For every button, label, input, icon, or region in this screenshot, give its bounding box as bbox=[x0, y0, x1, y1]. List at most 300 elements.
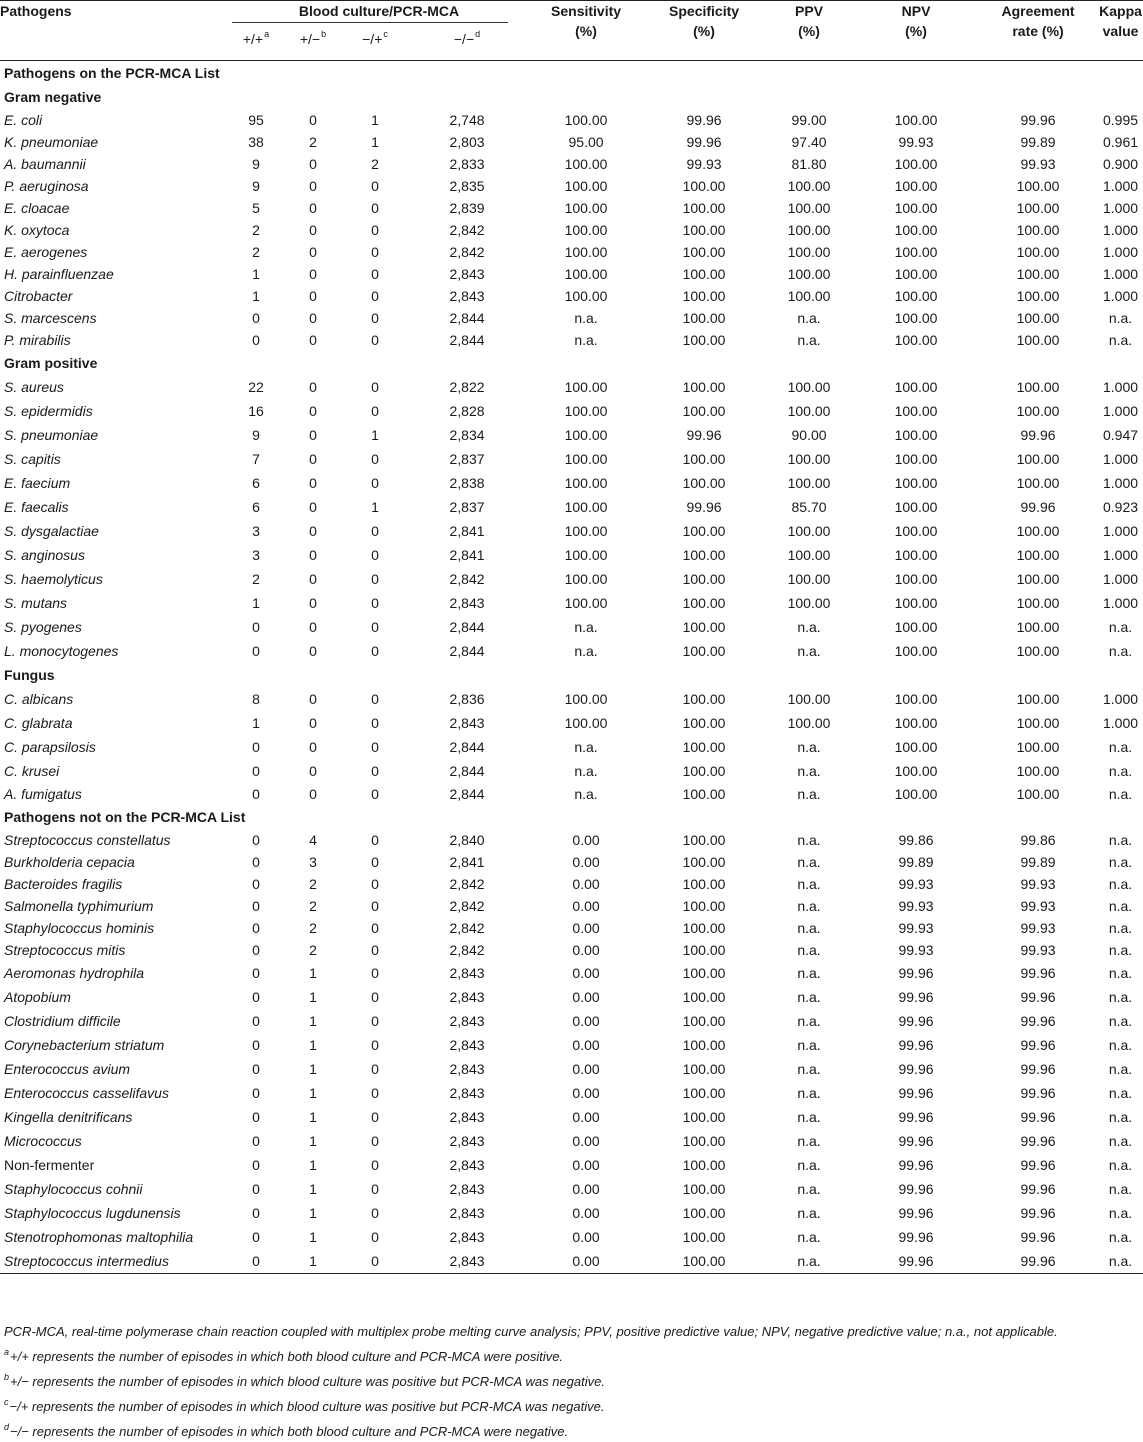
cell-nn: 2,843 bbox=[449, 1037, 485, 1053]
cell-pn: 1 bbox=[309, 1229, 317, 1245]
cell-kappa: n.a. bbox=[1108, 619, 1133, 635]
cell-ppv: 100.00 bbox=[787, 403, 831, 419]
cell-pp: 0 bbox=[252, 898, 260, 914]
cell-pn: 0 bbox=[309, 643, 317, 659]
cell-sensitivity: n.a. bbox=[574, 619, 598, 635]
table-row bbox=[0, 1033, 1143, 1057]
cell-agreement: 100.00 bbox=[1016, 523, 1060, 539]
cell-npv: 99.93 bbox=[898, 898, 934, 914]
cell-npv: 100.00 bbox=[894, 379, 938, 395]
pathogen-name: Stenotrophomonas maltophilia bbox=[4, 1229, 194, 1245]
cell-pn: 1 bbox=[309, 989, 317, 1005]
cell-specificity: 100.00 bbox=[682, 266, 726, 282]
footnote bbox=[4, 1342, 1139, 1367]
cell-np: 0 bbox=[371, 547, 379, 563]
cell-specificity: 100.00 bbox=[682, 288, 726, 304]
cell-kappa: n.a. bbox=[1108, 332, 1133, 348]
cell-sensitivity: n.a. bbox=[574, 310, 598, 326]
cell-sensitivity: 0.00 bbox=[528, 1249, 644, 1274]
cell-pp: 7 bbox=[252, 451, 260, 467]
cell-ppv: n.a. bbox=[797, 1013, 821, 1029]
cell-nn: 2,833 bbox=[449, 156, 485, 172]
cell-np: 0 bbox=[371, 310, 379, 326]
table-row bbox=[0, 1009, 1143, 1033]
cell-kappa: n.a. bbox=[1108, 898, 1133, 914]
cell-kappa: n.a. bbox=[1108, 1205, 1133, 1221]
cell-sensitivity: 0.00 bbox=[572, 965, 600, 981]
cell-pp: 5 bbox=[252, 200, 260, 216]
cell-sensitivity: 0.00 bbox=[572, 920, 600, 936]
cell-pn: 0 bbox=[309, 200, 317, 216]
cell-ppv: 90.00 bbox=[791, 427, 827, 443]
cell-pn: 2 bbox=[309, 898, 317, 914]
header-pathogens: Pathogens bbox=[0, 3, 72, 19]
cell-np: 0 bbox=[371, 691, 379, 707]
cell-agreement: 100.00 bbox=[1016, 715, 1060, 731]
cell-nn: 2,843 bbox=[449, 288, 485, 304]
pathogen-name: Streptococcus constellatus bbox=[4, 832, 171, 848]
cell-specificity: 99.93 bbox=[686, 156, 722, 172]
cell-nn: 2,841 bbox=[449, 854, 485, 870]
section-header bbox=[0, 61, 1143, 86]
cell-nn: 2,843 bbox=[449, 1085, 485, 1101]
pathogen-name: S. marcescens bbox=[4, 310, 97, 326]
cell-pp: 0 bbox=[230, 1249, 282, 1274]
cell-nn: 2,844 bbox=[449, 310, 485, 326]
cell-agreement: 99.96 bbox=[1020, 1157, 1056, 1173]
subheader-pp: +/+$^a$ bbox=[242, 28, 270, 47]
cell-nn: 2,842 bbox=[449, 222, 485, 238]
cell-kappa: n.a. bbox=[1108, 965, 1133, 981]
cell-specificity: 100.00 bbox=[682, 1205, 726, 1221]
cell-ppv: n.a. bbox=[797, 1157, 821, 1173]
cell-np: 0 bbox=[371, 1061, 379, 1077]
cell-kappa: n.a. bbox=[1108, 763, 1133, 779]
pathogen-name: Micrococcus bbox=[4, 1133, 82, 1149]
cell-specificity: 100.00 bbox=[682, 178, 726, 194]
cell-ppv: n.a. bbox=[797, 942, 821, 958]
cell-pn: 1 bbox=[309, 1157, 317, 1173]
table-row bbox=[0, 109, 1143, 131]
cell-ppv: n.a. bbox=[797, 310, 821, 326]
cell-pn: 0 bbox=[309, 739, 317, 755]
pathogen-name: Atopobium bbox=[4, 989, 71, 1005]
cell-npv: 99.93 bbox=[898, 920, 934, 936]
cell-sensitivity: 100.00 bbox=[564, 499, 608, 515]
cell-ppv: n.a. bbox=[797, 619, 821, 635]
cell-npv: 100.00 bbox=[894, 571, 938, 587]
cell-nn: 2,842 bbox=[449, 244, 485, 260]
cell-nn: 2,828 bbox=[449, 403, 485, 419]
pathogen-name: S. anginosus bbox=[4, 547, 85, 563]
cell-np: 0 bbox=[371, 1205, 379, 1221]
cell-npv: 99.93 bbox=[898, 876, 934, 892]
cell-ppv: n.a. bbox=[797, 832, 821, 848]
cell-sensitivity: n.a. bbox=[574, 332, 598, 348]
cell-nn: 2,838 bbox=[449, 475, 485, 491]
cell-pn: 0 bbox=[309, 691, 317, 707]
cell-pp: 0 bbox=[252, 942, 260, 958]
cell-npv: 99.96 bbox=[898, 1229, 934, 1245]
cell-sensitivity: 100.00 bbox=[564, 715, 608, 731]
cell-kappa: 1.000 bbox=[1103, 451, 1139, 467]
cell-kappa: 1.000 bbox=[1103, 288, 1139, 304]
cell-np: 0 bbox=[371, 1157, 379, 1173]
cell-sensitivity: 0.00 bbox=[572, 1037, 600, 1053]
cell-pn: 0 bbox=[309, 244, 317, 260]
table-row bbox=[0, 567, 1143, 591]
cell-pp: 0 bbox=[252, 1085, 260, 1101]
cell-pp: 38 bbox=[248, 134, 264, 150]
cell-pp: 95 bbox=[248, 112, 264, 128]
pathogen-name: S. pyogenes bbox=[4, 619, 82, 635]
cell-np: 0 bbox=[371, 898, 379, 914]
cell-sensitivity: 0.00 bbox=[572, 1013, 600, 1029]
subheader-nn: −/−$^d$ bbox=[453, 28, 481, 47]
footnote-marker: b bbox=[4, 1372, 10, 1382]
cell-specificity: 100.00 bbox=[682, 876, 726, 892]
cell-agreement: 99.96 bbox=[978, 1249, 1098, 1274]
cell-np: 1 bbox=[371, 112, 379, 128]
cell-ppv: 99.00 bbox=[791, 112, 827, 128]
cell-np: 0 bbox=[371, 379, 379, 395]
section-header bbox=[0, 663, 1143, 687]
table-row bbox=[0, 895, 1143, 917]
cell-ppv: 100.00 bbox=[787, 715, 831, 731]
table-row bbox=[0, 1057, 1143, 1081]
pathogen-name: C. albicans bbox=[4, 691, 74, 707]
cell-sensitivity: 100.00 bbox=[564, 200, 608, 216]
table-row bbox=[0, 543, 1143, 567]
cell-npv: 100.00 bbox=[894, 715, 938, 731]
cell-pn: 1 bbox=[309, 965, 317, 981]
cell-sensitivity: 100.00 bbox=[564, 266, 608, 282]
section-header bbox=[0, 805, 1143, 829]
cell-pp: 0 bbox=[252, 1205, 260, 1221]
cell-kappa: 0.961 bbox=[1103, 134, 1139, 150]
cell-pn: 0 bbox=[309, 571, 317, 587]
cell-pn: 0 bbox=[309, 379, 317, 395]
cell-agreement: 99.93 bbox=[1020, 876, 1056, 892]
cell-sensitivity: 100.00 bbox=[564, 427, 608, 443]
table-row bbox=[0, 917, 1143, 939]
table-row bbox=[0, 197, 1143, 219]
pathogen-name: P. aeruginosa bbox=[4, 178, 89, 194]
cell-sensitivity: 0.00 bbox=[572, 942, 600, 958]
cell-specificity: 100.00 bbox=[682, 1085, 726, 1101]
cell-kappa: 0.947 bbox=[1103, 427, 1139, 443]
cell-pp: 0 bbox=[252, 876, 260, 892]
cell-kappa: n.a. bbox=[1108, 942, 1133, 958]
cell-np: 0 bbox=[371, 876, 379, 892]
pathogen-name: Staphylococcus lugdunensis bbox=[4, 1205, 181, 1221]
cell-pp: 0 bbox=[252, 310, 260, 326]
pathogen-name: A. baumannii bbox=[4, 156, 86, 172]
cell-npv: 99.96 bbox=[898, 1013, 934, 1029]
cell-ppv: n.a. bbox=[797, 1205, 821, 1221]
cell-specificity: 100.00 bbox=[682, 1061, 726, 1077]
cell-np: 0 bbox=[371, 854, 379, 870]
cell-pp: 3 bbox=[252, 547, 260, 563]
cell-kappa: 1.000 bbox=[1103, 547, 1139, 563]
cell-pp: 0 bbox=[252, 1013, 260, 1029]
cell-np: 0 bbox=[371, 920, 379, 936]
table-row bbox=[0, 829, 1143, 851]
cell-pp: 0 bbox=[252, 854, 260, 870]
cell-pp: 0 bbox=[252, 832, 260, 848]
cell-agreement: 100.00 bbox=[1016, 571, 1060, 587]
cell-np: 0 bbox=[371, 832, 379, 848]
pathogen-name: Non-fermenter bbox=[4, 1157, 95, 1173]
cell-pn: 0 bbox=[309, 156, 317, 172]
cell-agreement: 100.00 bbox=[1016, 332, 1060, 348]
cell-npv: 100.00 bbox=[894, 763, 938, 779]
cell-nn: 2,844 bbox=[449, 643, 485, 659]
cell-specificity: 100.00 bbox=[682, 379, 726, 395]
cell-pp: 2 bbox=[252, 571, 260, 587]
cell-specificity: 100.00 bbox=[682, 332, 726, 348]
cell-np: 0 bbox=[371, 595, 379, 611]
cell-ppv: 100.00 bbox=[787, 451, 831, 467]
cell-npv: 100.00 bbox=[894, 244, 938, 260]
cell-sensitivity: 0.00 bbox=[572, 1133, 600, 1149]
cell-ppv: n.a. bbox=[797, 1037, 821, 1053]
cell-agreement: 99.96 bbox=[1020, 1229, 1056, 1245]
table-row bbox=[0, 263, 1143, 285]
cell-npv: 100.00 bbox=[894, 222, 938, 238]
cell-pp: 0 bbox=[252, 643, 260, 659]
cell-agreement: 100.00 bbox=[1016, 222, 1060, 238]
cell-ppv: 100.00 bbox=[787, 523, 831, 539]
cell-specificity: 100.00 bbox=[682, 244, 726, 260]
cell-np: 0 bbox=[371, 403, 379, 419]
cell-kappa: 1.000 bbox=[1103, 403, 1139, 419]
cell-npv: 100.00 bbox=[894, 178, 938, 194]
cell-sensitivity: 0.00 bbox=[572, 1181, 600, 1197]
section-label: Pathogens not on the PCR-MCA List bbox=[4, 809, 246, 825]
cell-nn: 2,842 bbox=[449, 920, 485, 936]
pathogen-name: E. faecalis bbox=[4, 499, 69, 515]
cell-pp: 0 bbox=[252, 786, 260, 802]
cell-np: 0 bbox=[371, 288, 379, 304]
footnote-text: +/− represents the number of episodes in which blood culture was positive but PCR-MCA was negative. bbox=[10, 1374, 605, 1389]
cell-ppv: n.a. bbox=[797, 965, 821, 981]
cell-specificity: 100.00 bbox=[682, 222, 726, 238]
cell-specificity: 100.00 bbox=[682, 786, 726, 802]
cell-nn: 2,843 bbox=[449, 1133, 485, 1149]
table-row bbox=[0, 961, 1143, 985]
cell-agreement: 99.96 bbox=[1020, 1061, 1056, 1077]
cell-pp: 0 bbox=[252, 619, 260, 635]
cell-sensitivity: 100.00 bbox=[564, 691, 608, 707]
cell-sensitivity: 0.00 bbox=[572, 1229, 600, 1245]
cell-kappa: n.a. bbox=[1108, 1133, 1133, 1149]
cell-pp: 3 bbox=[252, 523, 260, 539]
cell-nn: 2,843 bbox=[449, 1205, 485, 1221]
cell-np: 0 bbox=[371, 739, 379, 755]
cell-npv: 100.00 bbox=[894, 619, 938, 635]
cell-np: 0 bbox=[371, 1037, 379, 1053]
cell-specificity: 100.00 bbox=[682, 1229, 726, 1245]
cell-specificity: 100.00 bbox=[682, 1109, 726, 1125]
cell-agreement: 100.00 bbox=[1016, 619, 1060, 635]
cell-agreement: 100.00 bbox=[1016, 595, 1060, 611]
cell-np: 1 bbox=[371, 134, 379, 150]
cell-ppv: 100.00 bbox=[787, 691, 831, 707]
cell-np: 0 bbox=[371, 965, 379, 981]
header-sensitivity: Sensitivity (%) bbox=[551, 3, 622, 39]
cell-specificity: 100.00 bbox=[682, 942, 726, 958]
pathogen-name: S. dysgalactiae bbox=[4, 523, 99, 539]
cell-specificity: 100.00 bbox=[682, 643, 726, 659]
cell-kappa: n.a. bbox=[1108, 739, 1133, 755]
pathogen-name: Corynebacterium striatum bbox=[4, 1037, 165, 1053]
cell-nn: 2,843 bbox=[406, 1249, 528, 1274]
table-row bbox=[0, 131, 1143, 153]
table-row bbox=[0, 241, 1143, 263]
cell-specificity: 100.00 bbox=[682, 739, 726, 755]
cell-specificity: 99.96 bbox=[686, 427, 722, 443]
cell-ppv: n.a. bbox=[797, 876, 821, 892]
cell-specificity: 100.00 bbox=[682, 619, 726, 635]
pathogen-name: E. aerogenes bbox=[4, 244, 88, 260]
cell-sensitivity: 0.00 bbox=[572, 1061, 600, 1077]
cell-kappa: n.a. bbox=[1108, 1013, 1133, 1029]
cell-pp: 0 bbox=[252, 1157, 260, 1173]
cell-ppv: n.a. bbox=[797, 920, 821, 936]
cell-nn: 2,843 bbox=[449, 1061, 485, 1077]
table-row bbox=[0, 423, 1143, 447]
cell-ppv: 85.70 bbox=[791, 499, 827, 515]
table-row bbox=[0, 591, 1143, 615]
table-body bbox=[0, 61, 1143, 1274]
cell-ppv: 100.00 bbox=[787, 200, 831, 216]
cell-sensitivity: 0.00 bbox=[572, 876, 600, 892]
footnote bbox=[4, 1392, 1139, 1417]
cell-kappa: n.a. bbox=[1108, 643, 1133, 659]
cell-specificity: 99.96 bbox=[686, 499, 722, 515]
cell-sensitivity: 0.00 bbox=[572, 1109, 600, 1125]
cell-np: 0 bbox=[371, 332, 379, 348]
cell-sensitivity: 100.00 bbox=[564, 595, 608, 611]
section-header bbox=[0, 351, 1143, 375]
table-row bbox=[0, 1177, 1143, 1201]
pathogen-name: Staphylococcus cohnii bbox=[4, 1181, 143, 1197]
cell-nn: 2,843 bbox=[449, 1013, 485, 1029]
cell-pn: 1 bbox=[309, 1109, 317, 1125]
table-row bbox=[0, 399, 1143, 423]
cell-sensitivity: 100.00 bbox=[564, 288, 608, 304]
cell-kappa: n.a. bbox=[1108, 989, 1133, 1005]
cell-kappa: 0.900 bbox=[1103, 156, 1139, 172]
cell-npv: 100.00 bbox=[894, 403, 938, 419]
cell-sensitivity: 100.00 bbox=[564, 379, 608, 395]
cell-np: 0 bbox=[371, 523, 379, 539]
section-label: Gram positive bbox=[4, 355, 98, 371]
table-row bbox=[0, 1249, 1143, 1274]
header-group-label: Blood culture/PCR-MCA bbox=[298, 3, 460, 19]
pathogen-name: S. aureus bbox=[4, 379, 64, 395]
footnote-text: PCR-MCA, real-time polymerase chain reaction coupled with multiplex probe melting curve analysis; PPV, positive predictive value; NPV, negative predictive value; n.a., not applicable. bbox=[4, 1324, 1058, 1339]
cell-np: 0 bbox=[371, 571, 379, 587]
cell-pn: 1 bbox=[309, 1181, 317, 1197]
cell-pn: 0 bbox=[309, 403, 317, 419]
cell-np: 0 bbox=[371, 222, 379, 238]
footnote bbox=[4, 1417, 1139, 1442]
cell-np: 0 bbox=[371, 763, 379, 779]
cell-kappa: 1.000 bbox=[1103, 244, 1139, 260]
cell-np: 0 bbox=[371, 1229, 379, 1245]
cell-agreement: 100.00 bbox=[1016, 739, 1060, 755]
cell-pn: 0 bbox=[309, 475, 317, 491]
cell-nn: 2,842 bbox=[449, 876, 485, 892]
cell-ppv: n.a. bbox=[797, 989, 821, 1005]
cell-nn: 2,843 bbox=[449, 1229, 485, 1245]
pathogen-name: Staphylococcus hominis bbox=[4, 920, 155, 936]
cell-agreement: 99.96 bbox=[1020, 1037, 1056, 1053]
cell-nn: 2,843 bbox=[449, 989, 485, 1005]
cell-npv: 100.00 bbox=[894, 112, 938, 128]
cell-sensitivity: 100.00 bbox=[564, 475, 608, 491]
cell-agreement: 99.89 bbox=[1020, 854, 1056, 870]
cell-agreement: 99.96 bbox=[1020, 1109, 1056, 1125]
cell-pn: 0 bbox=[309, 332, 317, 348]
cell-specificity: 100.00 bbox=[682, 1133, 726, 1149]
cell-ppv: n.a. bbox=[797, 1109, 821, 1125]
cell-sensitivity: 0.00 bbox=[572, 832, 600, 848]
pathogen-name: Aeromonas hydrophila bbox=[4, 965, 145, 981]
cell-sensitivity: 0.00 bbox=[572, 989, 600, 1005]
cell-nn: 2,836 bbox=[449, 691, 485, 707]
cell-agreement: 100.00 bbox=[1016, 310, 1060, 326]
header-specificity: Specificity (%) bbox=[669, 3, 740, 39]
pathogen-name: E. faecium bbox=[4, 475, 71, 491]
cell-kappa: 1.000 bbox=[1103, 571, 1139, 587]
cell-agreement: 99.96 bbox=[1020, 989, 1056, 1005]
cell-kappa: n.a. bbox=[1108, 310, 1133, 326]
cell-kappa: 1.000 bbox=[1103, 691, 1139, 707]
cell-pn: 0 bbox=[309, 112, 317, 128]
cell-ppv: 100.00 bbox=[787, 571, 831, 587]
cell-pn: 0 bbox=[309, 715, 317, 731]
cell-sensitivity: 100.00 bbox=[564, 547, 608, 563]
cell-npv: 99.96 bbox=[898, 1037, 934, 1053]
table-row bbox=[0, 1201, 1143, 1225]
cell-sensitivity: n.a. bbox=[574, 786, 598, 802]
pathogen-name: Bacteroides fragilis bbox=[4, 876, 123, 892]
cell-pp: 0 bbox=[252, 763, 260, 779]
cell-ppv: 81.80 bbox=[791, 156, 827, 172]
cell-nn: 2,842 bbox=[449, 571, 485, 587]
cell-kappa: n.a. bbox=[1108, 786, 1133, 802]
cell-pp: 0 bbox=[252, 1133, 260, 1149]
table-row bbox=[0, 639, 1143, 663]
cell-pn: 0 bbox=[309, 523, 317, 539]
pathogen-name: Burkholderia cepacia bbox=[4, 854, 135, 870]
pathogen-name: P. mirabilis bbox=[4, 332, 71, 348]
header-row bbox=[0, 1, 1143, 22]
cell-nn: 2,843 bbox=[449, 715, 485, 731]
cell-specificity: 100.00 bbox=[682, 595, 726, 611]
cell-agreement: 99.93 bbox=[1020, 156, 1056, 172]
cell-pn: 1 bbox=[309, 1205, 317, 1221]
cell-pp: 6 bbox=[252, 499, 260, 515]
cell-sensitivity: 100.00 bbox=[564, 222, 608, 238]
footnote bbox=[4, 1321, 1139, 1342]
cell-pn: 0 bbox=[309, 595, 317, 611]
cell-pp: 0 bbox=[252, 989, 260, 1005]
cell-agreement: 99.96 bbox=[1020, 499, 1056, 515]
